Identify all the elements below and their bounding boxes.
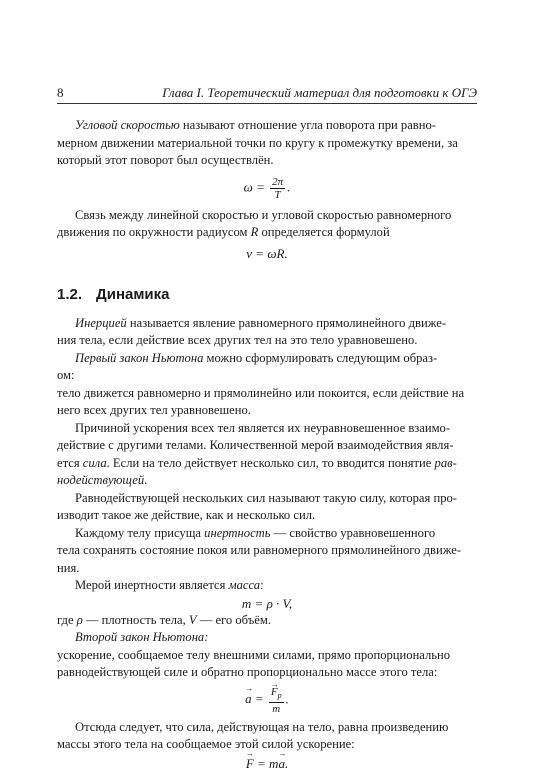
paragraph-mass	[57, 577, 477, 595]
formula-end: .	[284, 755, 289, 771]
text-span: .	[144, 473, 148, 487]
text-line: изводит такое же действие, как и несколько сил.	[57, 508, 316, 522]
chapter-title: Глава I. Теоретический материал для подготовки к ОГЭ	[162, 85, 477, 100]
text-line: ом:	[57, 368, 75, 382]
text-span: . Если на тело действует несколько сил, то вводится понятие	[106, 455, 435, 470]
formula-omega	[57, 176, 477, 201]
text-line: равнодействующей силе и обратно пропорционально массе этого тела:	[57, 665, 438, 679]
paragraph-inertness	[57, 525, 477, 578]
term-resultant-cont: нодействующей	[57, 473, 145, 487]
section-heading	[57, 286, 477, 303]
text-span: Мерой инертности является	[75, 578, 229, 592]
paragraph-inertia	[57, 315, 477, 350]
vector-f: → F	[271, 686, 278, 698]
text-line: действие с другими телами. Количественной мерой взаимодействия явля-	[57, 438, 454, 452]
text-line: тело движется равномерно и прямолинейно или покоится, если действие на	[57, 385, 465, 400]
text-line: Связь между линейной скоростью и угловой скоростью равномерного	[75, 207, 452, 222]
text-line: Причиной ускорения всех тел является их неуравновешенное взаимо-	[75, 420, 451, 435]
formula-mid: = m	[253, 755, 279, 771]
text-line: ускорение, сообщаемое телу внешними силами, прямо пропорционально	[57, 647, 451, 662]
paragraph-angular-velocity	[57, 117, 477, 170]
term-angular-velocity: Угловой скоростью	[75, 118, 180, 132]
paragraph-acceleration-cause	[57, 420, 477, 490]
term-inertia: Инерцией	[75, 315, 127, 330]
text-line: Отсюда следует, что сила, действующая на тело, равна произведению	[75, 719, 449, 734]
term-inertness: инертность	[204, 525, 271, 540]
subscript: р	[277, 690, 282, 700]
term-first-law: Первый закон Ньютона	[75, 350, 204, 365]
text-span: ется	[57, 455, 83, 470]
section-title: Динамика	[96, 285, 170, 303]
text-span: :	[260, 578, 264, 592]
text-span: — его объём.	[196, 612, 271, 627]
text-span: можно сформулировать следующим образ-	[203, 350, 438, 365]
text-span: — плотность тела,	[82, 612, 189, 627]
text-line: ния тела, если действие всех других тел на это тело уравновешено.	[57, 333, 418, 347]
formula-mass: m = ρ · V,	[241, 595, 293, 611]
formula-force	[57, 756, 477, 772]
formula-end: .	[287, 178, 291, 194]
paragraph-resultant	[57, 490, 477, 525]
paragraph-linear-angular	[57, 207, 477, 242]
term-mass: масса	[228, 578, 261, 592]
formula-second-law	[57, 686, 477, 715]
text-line: него всех других тел уравновешено.	[57, 403, 251, 417]
vector-f: → F	[246, 756, 254, 772]
text-line: мерном движении материальной точки по кругу к промежутку времени, за	[57, 135, 458, 150]
term-force: сила	[82, 455, 107, 470]
text-span: Каждому телу присуща	[75, 525, 205, 540]
running-header	[57, 84, 477, 101]
vector-a: → a	[278, 756, 285, 772]
text-line: Равнодействующей нескольких сил называют такую силу, которая про-	[75, 490, 457, 505]
var-rho: ρ	[76, 612, 83, 627]
text-span: определяется формулой	[258, 225, 390, 239]
text-line: массы этого тела на сообщаемое этой силой ускорение:	[57, 737, 355, 752]
numerator: 2π	[272, 175, 284, 188]
text-line: который этот поворот был осуществлён.	[57, 153, 274, 167]
page-number: 8	[57, 85, 64, 100]
paragraph-force-product	[57, 719, 477, 754]
numerator	[269, 686, 284, 703]
term-second-law: Второй закон Ньютона:	[75, 630, 209, 644]
term-resultant: рав-	[434, 455, 457, 470]
text-span: где	[57, 612, 77, 627]
paragraph-first-law	[57, 350, 477, 420]
text-span: движения по окружности радиусом	[57, 225, 251, 239]
text-line: называют отношение угла поворота при равно-	[179, 118, 436, 132]
formula-end: .	[285, 691, 289, 707]
text-line: тела сохранять состояние покоя или равномерного прямолинейного движе-	[57, 543, 462, 557]
text-span: называется явление равномерного прямолинейного движе-	[126, 315, 447, 330]
vector-a: → a =	[245, 691, 264, 707]
text-line: ния.	[57, 560, 80, 575]
paragraph-second-law	[57, 629, 477, 682]
var-radius: R	[250, 225, 259, 239]
text-span: — свойство уравновешенного	[270, 525, 436, 540]
section-number: 1.2.	[57, 285, 83, 303]
fraction	[270, 176, 285, 201]
paragraph-where	[57, 612, 477, 630]
fraction	[269, 686, 284, 715]
formula-lhs: ω =	[243, 178, 265, 194]
var-volume: V	[188, 612, 197, 627]
book-page	[57, 84, 477, 772]
denominator: T	[274, 188, 281, 201]
formula-v: v = ωR.	[246, 245, 288, 261]
denominator: m	[272, 702, 281, 715]
